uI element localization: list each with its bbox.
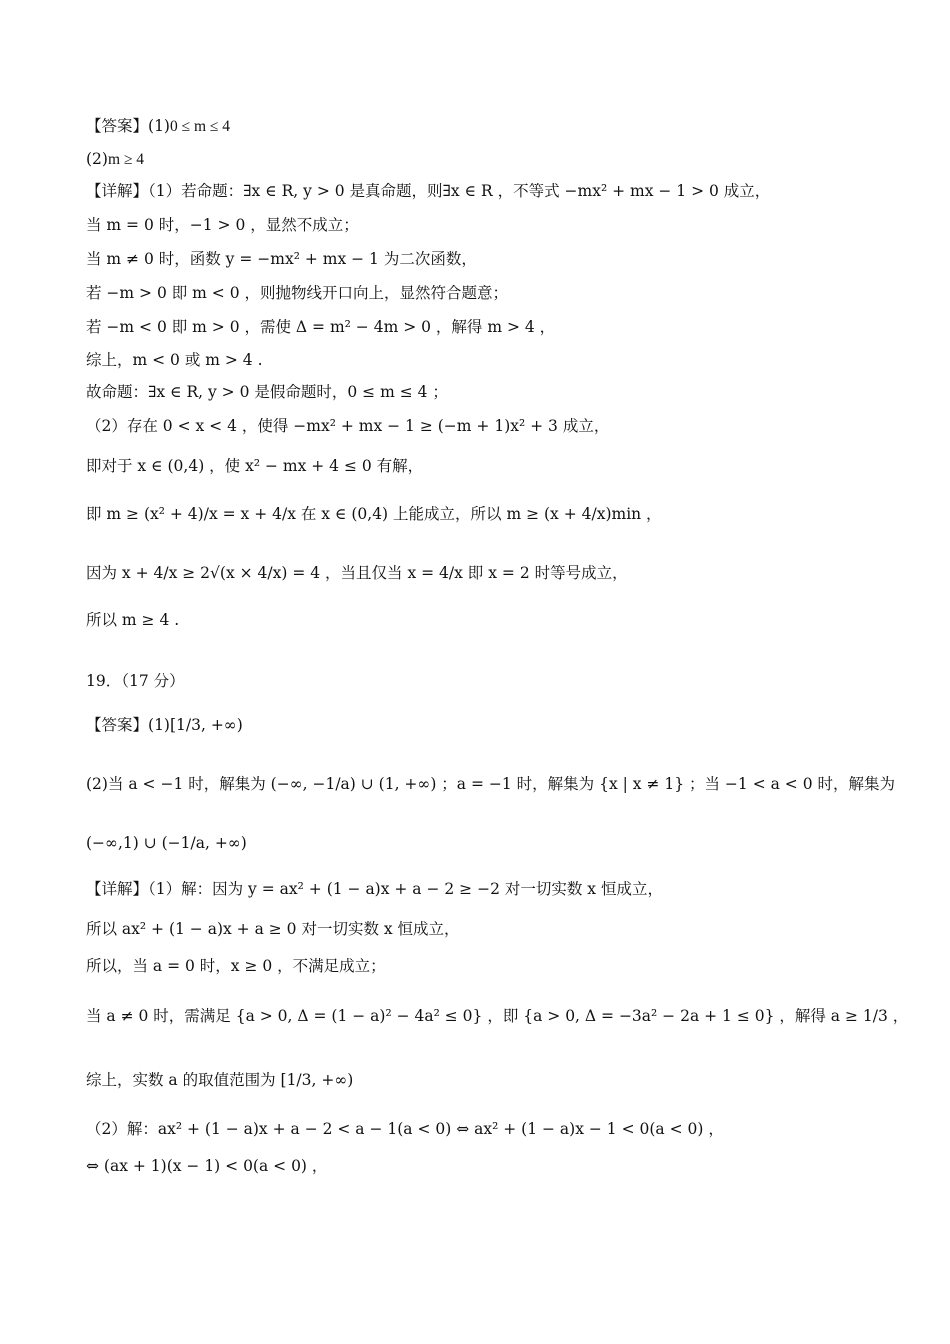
q18-detail-line-12: 所以 m ≥ 4 . <box>86 611 180 629</box>
q18-detail-line-11: 因为 x + 4/x ≥ 2√(x × 4/x) = 4 ，当且仅当 x = 4/x 即 x = 2 时等号成立， <box>86 564 628 582</box>
q18-detail-line-10: 即 m ≥ (x² + 4)/x = x + 4/x 在 x ∈ (0,4) 上能成立，所以 m ≥ (x + 4/x)min ， <box>86 505 662 523</box>
q18-detail-line-6: 综上，m < 0 或 m > 4 . <box>86 351 263 369</box>
q19-detail-line-6: （2）解：ax² + (1 − a)x + a − 2 < a − 1(a < 0) ⇔ ax² + (1 − a)x − 1 < 0(a < 0) ， <box>86 1120 724 1138</box>
q18-detail-line-4: 若 −m > 0 即 m < 0 ，则抛物线开口向上，显然符合题意； <box>86 284 508 302</box>
q19-answer-line-2: (2)当 a < −1 时，解集为 (−∞, −1/a) ∪ (1, +∞) ；a = −1 时，解集为 {x | x ≠ 1} ；当 −1 < a < 0 时，解集为 <box>86 775 895 793</box>
q18-detail-line-3: 当 m ≠ 0 时，函数 y = −mx² + mx − 1 为二次函数， <box>86 250 477 268</box>
q19-detail-line-1: 【详解】（1）解：因为 y = ax² + (1 − a)x + a − 2 ≥ −2 对一切实数 x 恒成立， <box>86 880 663 898</box>
answer-label: 【答案】 <box>86 716 149 734</box>
q18-detail-line-2: 当 m = 0 时，−1 > 0 ，显然不成立； <box>86 216 359 234</box>
detail-label: 【详解】 <box>86 182 149 200</box>
q19-header: 19．（17 分） <box>86 672 185 690</box>
answer-label: 【答案】 <box>86 117 149 135</box>
q19-answer-line-1: 【答案】(1)[1/3, +∞) <box>86 716 243 734</box>
q19-detail-line-7: ⇔ (ax + 1)(x − 1) < 0(a < 0) ， <box>86 1157 328 1175</box>
detail-label: 【详解】 <box>86 880 149 898</box>
q18-detail-line-8: （2）存在 0 < x < 4 ，使得 −mx² + mx − 1 ≥ (−m + 1)x² + 3 成立， <box>86 417 610 435</box>
q19-detail-line-4: 当 a ≠ 0 时，需满足 {a > 0, Δ = (1 − a)² − 4a² ≤ 0} ，即 {a > 0, Δ = −3a² − 2a + 1 ≤ 0} ，解得 a ≥ 1/3 ， <box>86 1007 909 1025</box>
q18-answer-line-2: (2)m ≥ 4 <box>86 150 145 168</box>
q19-detail-line-5: 综上，实数 a 的取值范围为 [1/3, +∞) <box>86 1071 354 1089</box>
q18-detail-line-1: 【详解】（1）若命题：∃x ∈ R, y > 0 是真命题，则∃x ∈ R ，不等式 −mx² + mx − 1 > 0 成立， <box>86 182 771 200</box>
q19-detail-line-3: 所以，当 a = 0 时，x ≥ 0 ，不满足成立； <box>86 957 386 975</box>
q18-detail-line-5: 若 −m < 0 即 m > 0 ，需使 Δ = m² − 4m > 0 ，解得 m > 4 ， <box>86 318 556 336</box>
q18-answer-line-1: 【答案】(1)0 ≤ m ≤ 4 <box>86 117 231 135</box>
q19-answer-line-3: (−∞,1) ∪ (−1/a, +∞) <box>86 834 247 852</box>
q18-detail-line-9: 即对于 x ∈ (0,4) ，使 x² − mx + 4 ≤ 0 有解， <box>86 457 424 475</box>
q18-detail-line-7: 故命题：∃x ∈ R, y > 0 是假命题时，0 ≤ m ≤ 4 ； <box>86 383 448 401</box>
q19-detail-line-2: 所以 ax² + (1 − a)x + a ≥ 0 对一切实数 x 恒成立， <box>86 920 460 938</box>
